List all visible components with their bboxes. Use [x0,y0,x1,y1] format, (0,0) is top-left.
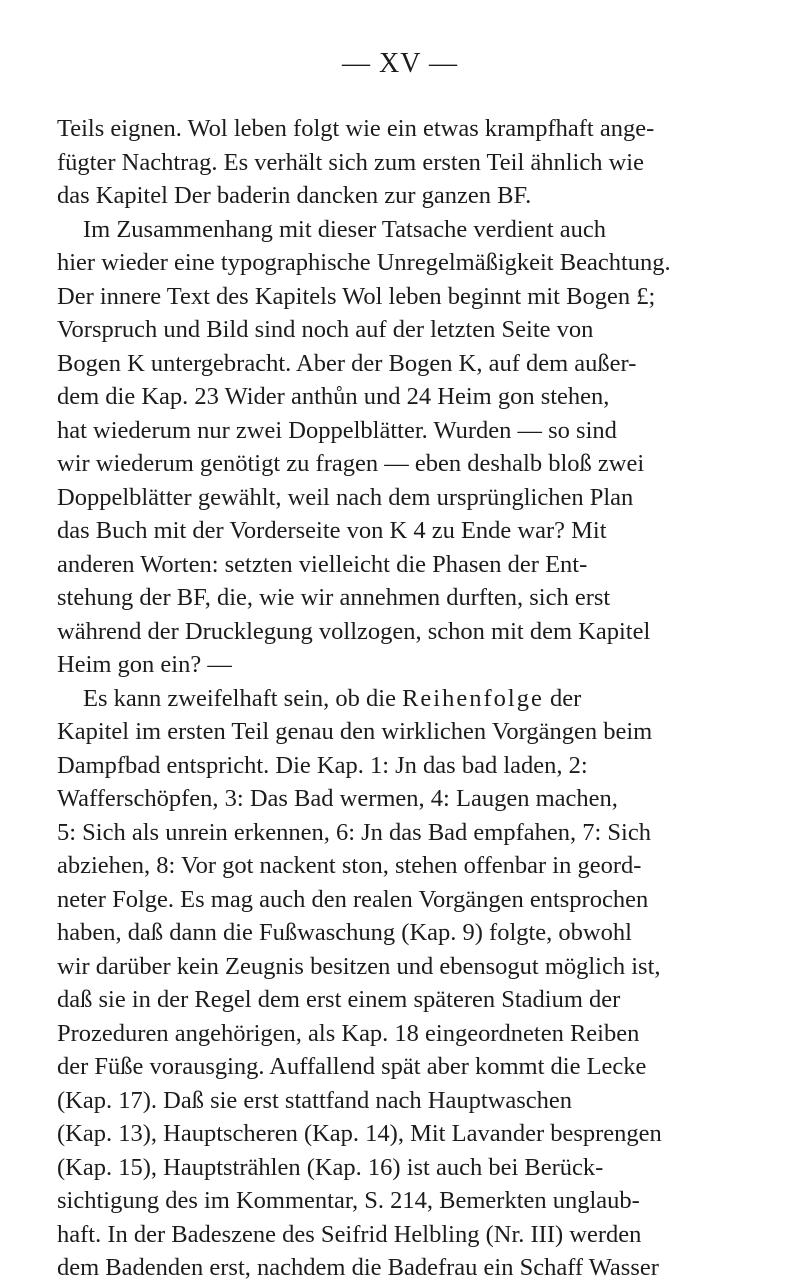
page-number: — XV — [342,48,458,79]
text-line: sichtigung des im Kommentar, S. 214, Bemerkten unglaub- [57,1187,640,1214]
text-line: stehung der BF, die, wie wir annehmen durften, sich erst [57,584,611,611]
text-line: der Füße vorausging. Auffallend spät aber kommt die Lecke [57,1053,647,1080]
text-line: Dampfbad entspricht. Die Kap. 1: Jn das bad laden, 2: [57,751,588,779]
text-line: 5: Sich als unrein erkennen, 6: Jn das Bad empfahen, 7: Sich [57,818,651,846]
text-line: Bogen K untergebracht. Aber der Bogen K, auf dem außer- [57,349,637,377]
text-line [57,682,747,716]
emphasized-word: Reihenfolge [402,684,544,712]
text-line: abziehen, 8: Vor got nackent ston, stehen offenbar in geord- [57,852,642,879]
text-line: anderen Worten: setzten vielleicht die Phasen der Ent- [57,550,588,578]
text-line: daß sie in der Regel dem erst einem späteren Stadium der [57,986,621,1013]
text-line: dem Badenden erst, nachdem die Badefrau ein Schaff Wasser [57,1254,659,1281]
text-line: das Kapitel Der baderin dancken zur ganzen BF. [57,182,532,209]
text-line: neter Folge. Es mag auch den realen Vorgängen entsprochen [57,885,649,913]
text-line: (Kap. 13), Hauptscheren (Kap. 14), Mit Lavander besprengen [57,1120,662,1147]
body-text [57,112,747,1285]
text-line: haben, daß dann die Fußwaschung (Kap. 9) folgte, obwohl [57,919,632,946]
text-line: das Buch mit der Vorderseite von K 4 zu Ende war? Mit [57,517,607,544]
text-line: Kapitel im ersten Teil genau den wirklichen Vorgängen beim [57,718,653,745]
text-line: Prozeduren angehörigen, als Kap. 18 eingeordneten Reiben [57,1019,640,1047]
text-line: Der innere Text des Kapitels Wol leben beginnt mit Bogen £; [57,282,656,310]
text-segment: Es kann zweifelhaft sein, ob die [83,684,403,712]
text-line: hier wieder eine typographische Unregelmäßigkeit Beachtung. [57,249,671,276]
text-line: wir darüber kein Zeugnis besitzen und ebensogut möglich ist, [57,952,661,980]
text-line: hat wiederum nur zwei Doppelblätter. Wurden — so sind [57,416,617,444]
text-line: wir wiederum genötigt zu fragen — eben deshalb bloß zwei [57,450,645,477]
text-line: Wafferschöpfen, 3: Das Bad wermen, 4: Laugen machen, [57,785,618,812]
text-line: Heim gon ein? — [57,651,232,678]
text-line: (Kap. 15), Hauptstrählen (Kap. 16) ist auch bei Berück- [57,1153,604,1181]
text-line: Doppelblätter gewählt, weil nach dem ursprünglichen Plan [57,483,634,511]
text-segment: der [543,684,582,712]
text-line: dem die Kap. 23 Wider anthůn und 24 Heim gon stehen, [57,383,610,410]
text-line: während der Drucklegung vollzogen, schon mit dem Kapitel [57,617,651,645]
text-line: Teils eignen. Wol leben folgt wie ein etwas krampfhaft ange- [57,115,655,142]
text-line: Im Zusammenhang mit dieser Tatsache verdient auch [83,215,607,243]
text-line: haft. In der Badeszene des Seifrid Helbling (Nr. III) werden [57,1220,642,1248]
text-line: Vorspruch und Bild sind noch auf der letzten Seite von [57,316,594,343]
text-line: fügter Nachtrag. Es verhält sich zum ersten Teil ähnlich wie [57,148,644,176]
text-line: (Kap. 17). Daß sie erst stattfand nach Hauptwaschen [57,1086,573,1114]
